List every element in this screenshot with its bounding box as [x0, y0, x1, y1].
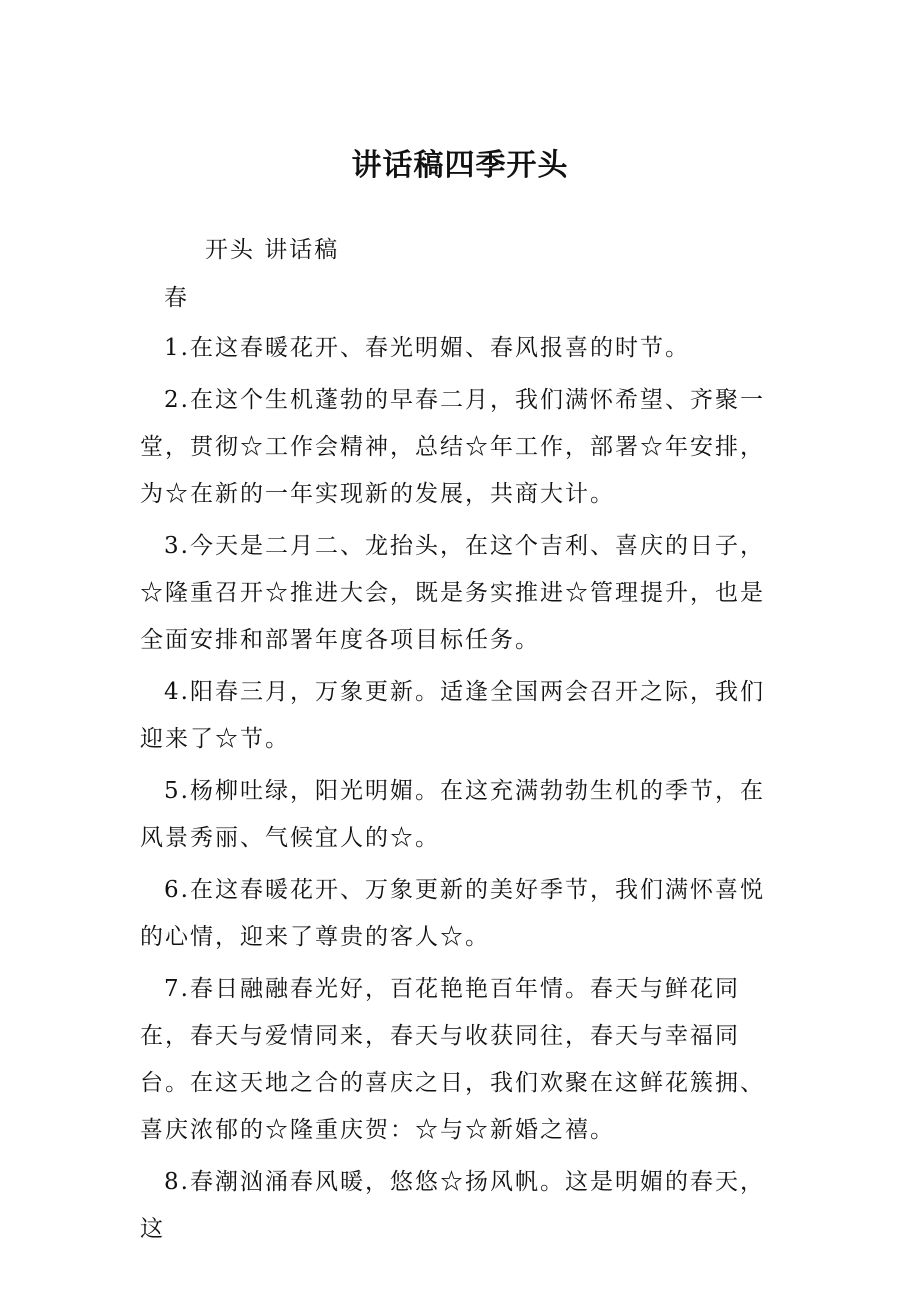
paragraph-6: 6.在这春暖花开、万象更新的美好季节，我们满怀喜悦的心情，迎来了尊贵的客人☆。 [140, 877, 765, 950]
paragraph-1: 1.在这春暖花开、春光明媚、春风报喜的时节。 [164, 335, 690, 361]
keywords-line: 开头 讲话稿 [205, 237, 340, 263]
paragraph-3: 3.今天是二月二、龙抬头，在这个吉利、喜庆的日子，☆隆重召开☆推进大会，既是务实推进☆管理提升，也是全面安排和部署年度各项目标任务。 [140, 533, 765, 653]
document-title: 讲话稿四季开头 [351, 148, 569, 183]
paragraph-2: 2.在这个生机蓬勃的早春二月，我们满怀希望、齐聚一堂，贯彻☆工作会精神，总结☆年工作，部署☆年安排，为☆在新的一年实现新的发展，共商大计。 [140, 387, 765, 507]
document-body [140, 227, 784, 1258]
section-heading-spring: 春 [164, 285, 189, 311]
paragraph-4: 4.阳春三月，万象更新。适逢全国两会召开之际，我们迎来了☆节。 [140, 679, 765, 752]
paragraph-7: 7.春日融融春光好，百花艳艳百年情。春天与鲜花同在，春天与爱情同来，春天与收获同往，春天与幸福同台。在这天地之合的喜庆之日，我们欢聚在这鲜花簇拥、喜庆浓郁的☆隆重庆贺：☆与☆新婚之禧。 [140, 976, 765, 1143]
paragraph-8: 8.春潮汹涌春风暖，悠悠☆扬风帆。这是明媚的春天，这 [140, 1169, 765, 1242]
paragraph-5: 5.杨柳吐绿，阳光明媚。在这充满勃勃生机的季节，在风景秀丽、气候宜人的☆。 [140, 778, 765, 851]
